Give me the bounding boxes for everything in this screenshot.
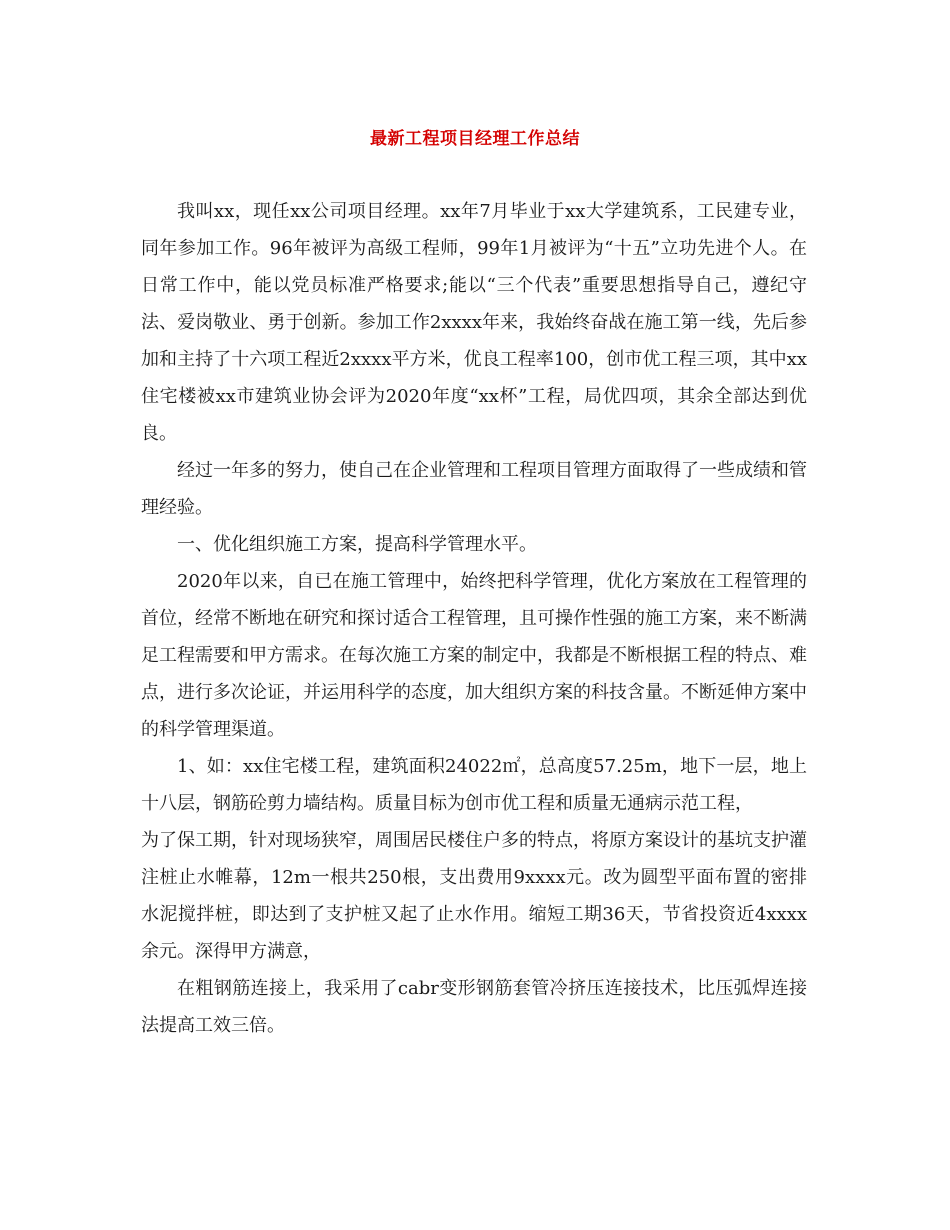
paragraph-example: 1、如：xx住宅楼工程，建筑面积24022㎡，总高度57.25m，地下一层，地上十八层，钢筋砼剪力墙结构。质量目标为创市优工程和质量无通病示范工程， — [141, 756, 807, 814]
paragraph-management: 2020年以来，自已在施工管理中，始终把科学管理，优化方案放在工程管理的首位，经常不断地在研究和探讨适合工程管理，且可操作性强的施工方案，来不断满足工程需要和甲方需求。在每次施工方案的制定中，我都是不断根据工程的特点、难点，进行多次论证，并运用科学的态度，加大组织方案的科技含量。不断延伸方案中的科学管理渠道。 — [141, 571, 807, 740]
document-body — [141, 193, 807, 1044]
document-title: 最新工程项目经理工作总结 — [370, 129, 580, 149]
paragraph-schedule: 为了保工期，针对现场狭窄，周围居民楼住户多的特点，将原方案设计的基坑支护灌注桩止水帷幕，12m一根共250根，支出费用9xxxx元。改为圆型平面布置的密排水泥搅拌桩，即达到了支护桩又起了止水作用。缩短工期36天，节省投资近4xxxx余元。深得甲方满意， — [141, 830, 807, 962]
section-heading-1: 一、优化组织施工方案，提高科学管理水平。 — [177, 534, 537, 555]
paragraph-rebar: 在粗钢筋连接上，我采用了cabr变形钢筋套管冷挤压连接技术，比压弧焊连接法提高工效三倍。 — [141, 978, 807, 1036]
paragraph-intro: 我叫xx，现任xx公司项目经理。xx年7月毕业于xx大学建筑系，工民建专业，同年参加工作。96年被评为高级工程师，99年1月被评为“十五”立功先进个人。在日常工作中，能以党员标准严格要求;能以“三个代表”重要思想指导自己，遵纪守法、爱岗敬业、勇于创新。参加工作2xxxx年来，我始终奋战在施工第一线，先后参加和主持了十六项工程近2xxxx平方米，优良工程率100，创市优工程三项，其中xx住宅楼被xx市建筑业协会评为2020年度“xx杯”工程，局优四项，其余全部达到优良。 — [141, 201, 807, 444]
paragraph-summary: 经过一年多的努力，使自己在企业管理和工程项目管理方面取得了一些成绩和管理经验。 — [141, 460, 807, 518]
